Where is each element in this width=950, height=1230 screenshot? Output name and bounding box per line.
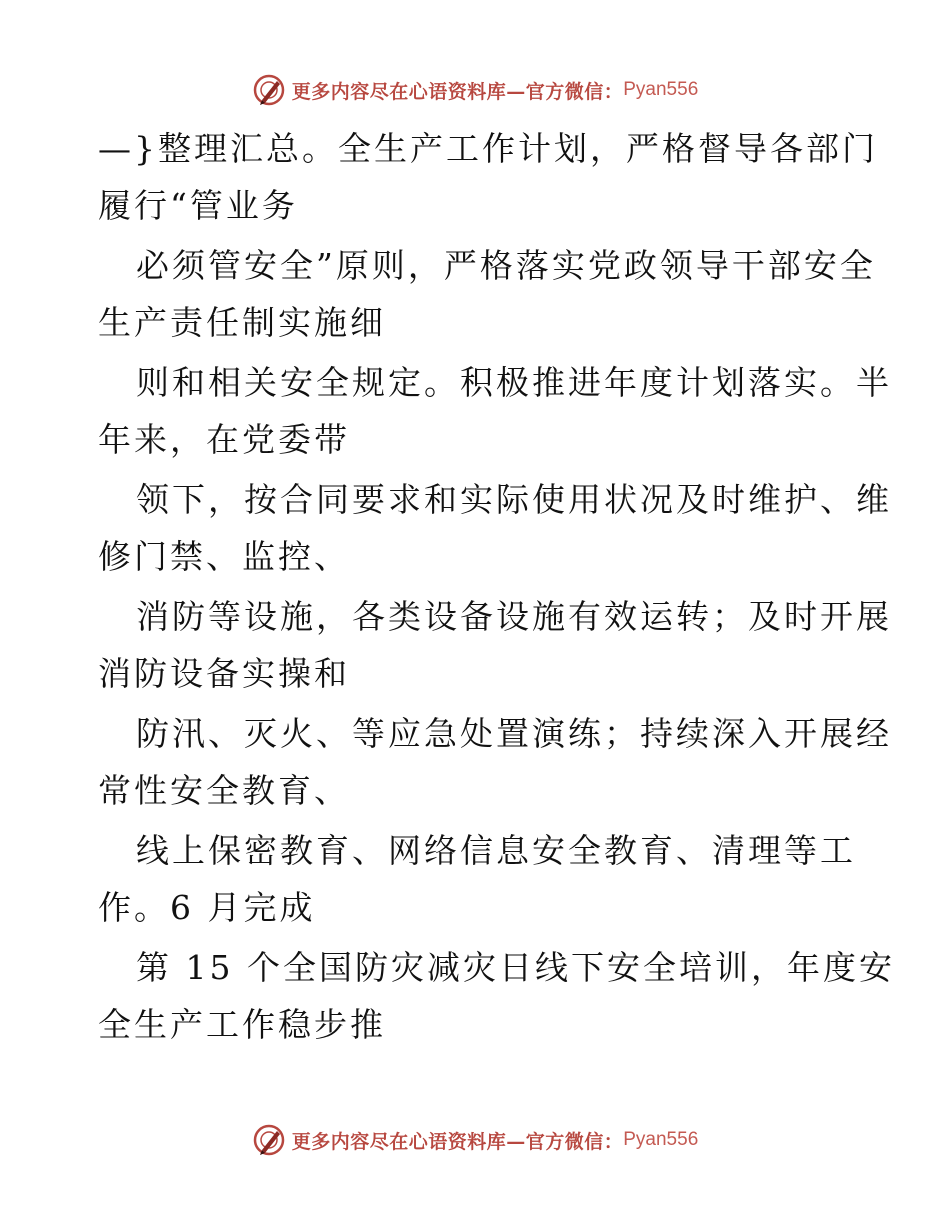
text-line: 作。6 月完成 xyxy=(98,888,316,927)
paragraph xyxy=(98,822,868,936)
text-line: 修门禁、监控、 xyxy=(98,537,350,576)
text-line: 生产责任制实施细 xyxy=(98,303,386,342)
pen-logo-icon xyxy=(252,73,286,107)
text-line: —}整理汇总。全生产工作计划，严格督导各部门 xyxy=(98,129,878,168)
paragraph xyxy=(98,705,892,819)
watermark-text: 更多内容尽在心语资料库—官方微信： xyxy=(291,1130,624,1153)
text-line: 则和相关安全规定。积极推进年度计划落实。半 xyxy=(136,363,892,402)
paragraph xyxy=(98,588,892,702)
text-line: 履行“管业务 xyxy=(98,186,298,225)
paragraph xyxy=(98,237,876,351)
header-watermark xyxy=(0,70,950,110)
text-line: 消防等设施，各类设备设施有效运转；及时开展 xyxy=(136,597,892,636)
watermark-wechat-id: Pyan556 xyxy=(623,1129,699,1150)
paragraph xyxy=(98,354,892,468)
pen-logo-icon xyxy=(252,1123,286,1157)
watermark-wechat-id: Pyan556 xyxy=(623,79,699,100)
text-line: 线上保密教育、网络信息安全教育、清理等工 xyxy=(136,831,856,870)
paragraph xyxy=(98,471,892,585)
text-line: 全生产工作稳步推 xyxy=(98,1005,386,1044)
watermark-text: 更多内容尽在心语资料库—官方微信： xyxy=(291,80,624,103)
paragraph xyxy=(98,120,878,234)
text-line: 必须管安全”原则，严格落实党政领导干部安全 xyxy=(136,246,876,285)
text-line: 领下，按合同要求和实际使用状况及时维护、维 xyxy=(136,480,892,519)
footer-watermark xyxy=(0,1120,950,1160)
text-line: 常性安全教育、 xyxy=(98,771,350,810)
text-line: 第 15 个全国防灾减灾日线下安全培训，年度安 xyxy=(136,948,895,987)
text-line: 年来，在党委带 xyxy=(98,420,350,459)
document-body xyxy=(98,120,895,1053)
paragraph xyxy=(98,939,895,1053)
text-line: 防汛、灭火、等应急处置演练；持续深入开展经 xyxy=(136,714,892,753)
text-line: 消防设备实操和 xyxy=(98,654,350,693)
